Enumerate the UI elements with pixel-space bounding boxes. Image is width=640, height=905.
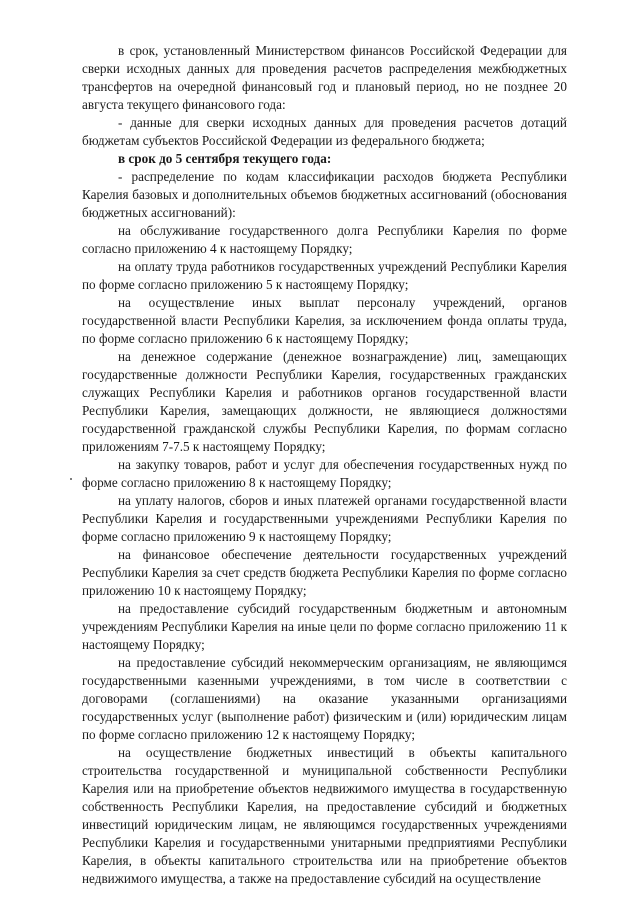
list-item-taxes: на уплату налогов, сборов и иных платежей органами государственной власти Республики Карелия и государственными учреждениями Республики Карелия по форме согласно приложению 9 к настоящему Порядку;: [82, 493, 567, 544]
list-item-institution-funding: на финансовое обеспечение деятельности государственных учреждений Республики Карелия за счет средств бюджета Республики Карелия по форме согласно приложению 10 к настоящему Порядку;: [82, 547, 567, 598]
paragraph-subsidy-data: - данные для сверки исходных данных для проведения расчетов дотаций бюджетам субъектов Российской Федерации из федерального бюджета;: [82, 115, 567, 148]
list-item-other-payments: на осуществление иных выплат персоналу учреждений, органов государственной власти Республики Карелия, за исключением фонда оплаты труда, по форме согласно приложению 6 к настоящему Порядку;: [82, 295, 567, 346]
list-item-subsidies-institutions: на предоставление субсидий государственным бюджетным и автономным учреждениям Республики Карелия на иные цели по форме согласно приложению 11 к настоящему Порядку;: [82, 601, 567, 652]
list-item-subsidies-nonprofit: на предоставление субсидий некоммерческим организациям, не являющимся государственными казенными учреждениями, в том числе в соответствии с договорами (соглашениями) на оказание указанными организациями государственных услуг (выполнение работ) физическим и (или) юридическим лицам по форме согласно приложению 12 к настоящему Порядку;: [82, 655, 567, 742]
scan-dot-mark: [70, 478, 72, 480]
list-item-payroll: на оплату труда работников государственных учреждений Республики Карелия по форме согласно приложению 5 к настоящему Порядку;: [82, 259, 567, 292]
document-page: [82, 42, 567, 888]
paragraph-deadline-heading: в срок до 5 сентября текущего года:: [118, 151, 332, 166]
paragraph-deadline-intro: в срок, установленный Министерством финансов Российской Федерации для сверки исходных данных для проведения расчетов распределения межбюджетных трансфертов на очередной финансовый год и плановый период, но не позднее 20 августа текущего финансового года:: [82, 43, 567, 112]
list-item-procurement: на закупку товаров, работ и услуг для обеспечения государственных нужд по форме согласно приложению 8 к настоящему Порядку;: [82, 457, 567, 490]
list-item-debt-service: на обслуживание государственного долга Республики Карелия по форме согласно приложению 4 к настоящему Порядку;: [82, 223, 567, 256]
paragraph-distribution: - распределение по кодам классификации расходов бюджета Республики Карелия базовых и дополнительных объемов бюджетных ассигнований (обоснования бюджетных ассигнований):: [82, 169, 567, 220]
list-item-capital-investment: на осуществление бюджетных инвестиций в объекты капитального строительства государственной и муниципальной собственности Республики Карелия или на приобретение объектов недвижимого имущества в государственную собственность Республики Карелия, на предоставление субсидий и бюджетных инвестиций юридическим лицам, не являющимся государственных учреждениями Республики Карелия и государственными унитарными предприятиями Республики Карелия, в объекты капитального строительства или на приобретение объектов недвижимого имущества, а также на предоставление субсидий на осуществление: [82, 745, 567, 886]
list-item-salaries: на денежное содержание (денежное вознаграждение) лиц, замещающих государственные должности Республики Карелия, государственных гражданских служащих Республики Карелия и работников органов государственной власти Республики Карелия, замещающих должности, не являющиеся должностями государственной гражданской службы Республики Карелия, по формам согласно приложениям 7-7.5 к настоящему Порядку;: [82, 349, 567, 454]
